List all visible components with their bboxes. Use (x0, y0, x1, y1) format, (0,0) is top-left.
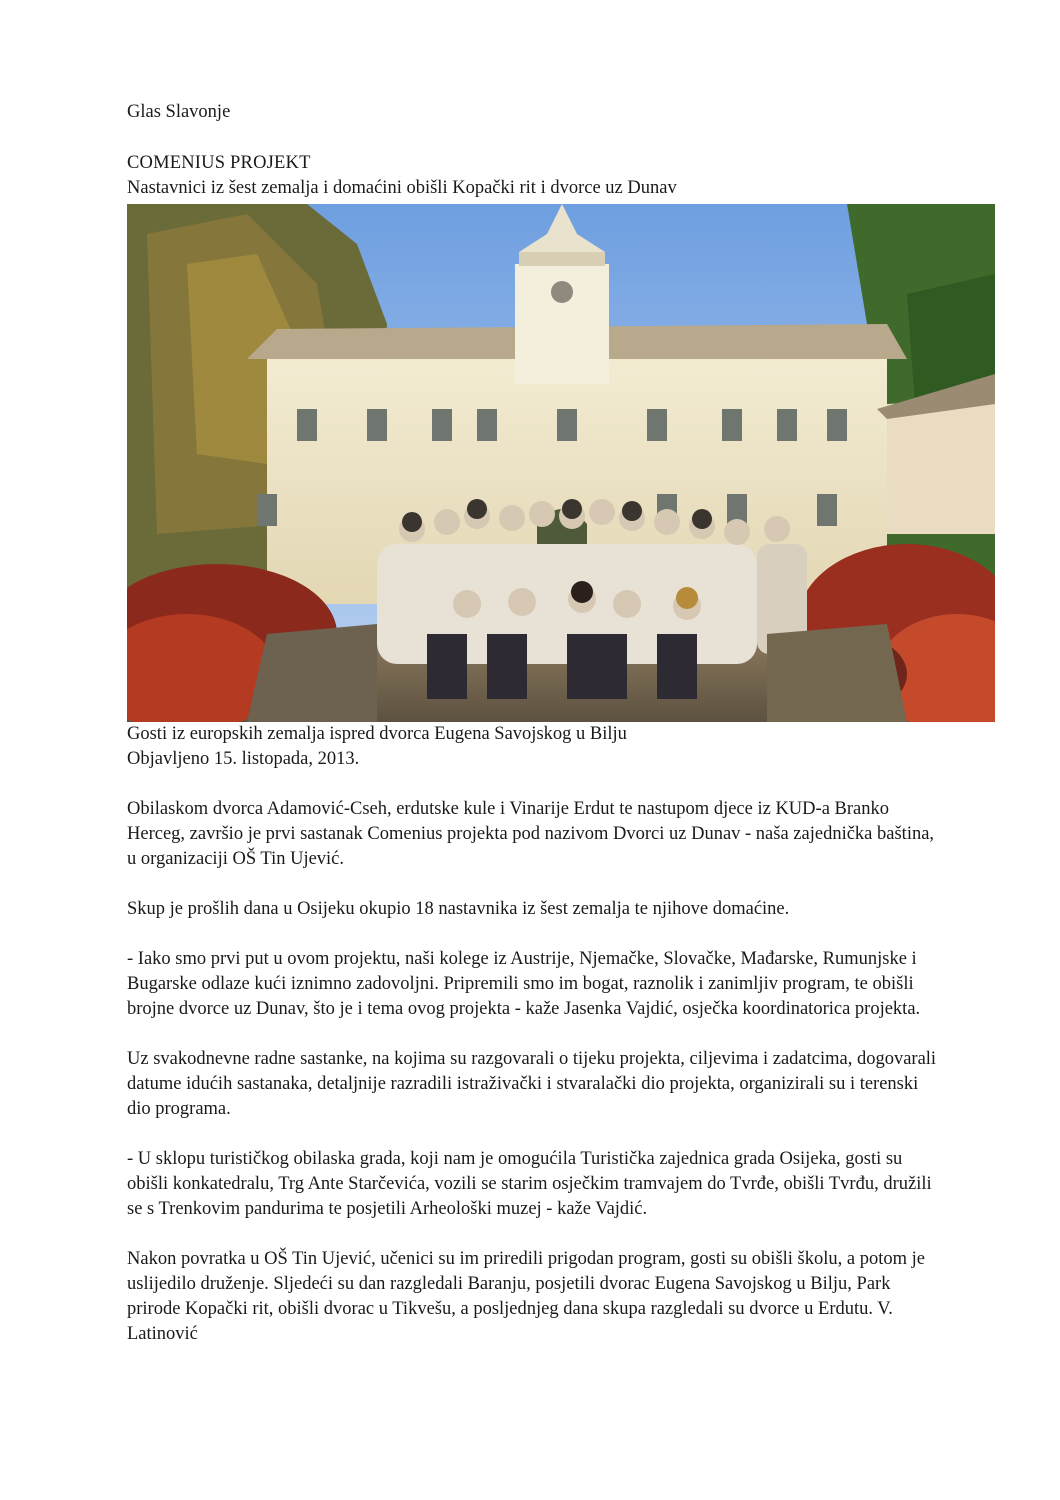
article-photo (127, 204, 995, 722)
article-paragraph: Skup je prošlih dana u Osijeku okupio 18 nastavnika iz šest zemalja te njihove domaćine. (127, 899, 790, 919)
article-paragraph: Nakon povratka u OŠ Tin Ujević, učenici su im priredili prigodan program, gosti su obišli školu, a potom je uslijedilo druženje. Sljedeći su dan razgledali Baranju, posjetili dvorac Eugena Savojskog u Bilju, Park prirode Kopački rit, obišli dvorac u Tikvešu, a posljednjeg dana skupa razgledali su dvorce u Erdutu. V. Latinović (127, 1249, 925, 1344)
newspaper-name: Glas Slavonje (127, 102, 231, 122)
article-paragraph: - Iako smo prvi put u ovom projektu, naši kolege iz Austrije, Njemačke, Slovačke, Mađarske, Rumunjske i Bugarske odlaze kući iznimno zadovoljni. Pripremili smo im bogat, raznolik i zanimljiv program, te obišli brojne dvorce uz Dunav, što je i tema ovog projekta - kaže Jasenka Vajdić, osječka koordinatorica projekta. (127, 949, 921, 1019)
article (127, 100, 937, 1372)
article-paragraph: Uz svakodnevne radne sastanke, na kojima su razgovarali o tijeku projekta, ciljevima i zadatcima, dogovarali datume idućih sastanaka, detaljnije razradili istraživački i stvaralački dio projekta, organizirali su i terenski dio programa. (127, 1049, 937, 1119)
article-headline: Nastavnici iz šest zemalja i domaćini obišli Kopački rit i dvorce uz Dunav (127, 178, 677, 198)
article-kicker: COMENIUS PROJEKT (127, 153, 311, 173)
photo-caption: Gosti iz europskih zemalja ispred dvorca Eugena Savojskog u Bilju (127, 724, 627, 744)
publication-date: Objavljeno 15. listopada, 2013. (127, 749, 360, 769)
article-paragraph: - U sklopu turističkog obilaska grada, koji nam je omogućila Turistička zajednica grada Osijeka, gosti su obišli konkatedralu, Trg Ante Starčevića, vozili se starim osječkim tramvajem do Tvrđe, obišli Tvrđu, družili se s Trenkovim pandurima te posjetili Arheološki muzej - kaže Vajdić. (127, 1149, 932, 1219)
article-paragraph: Obilaskom dvorca Adamović-Cseh, erdutske kule i Vinarije Erdut te nastupom djece iz KUD-a Branko Herceg, završio je prvi sastanak Comenius projekta pod nazivom Dvorci uz Dunav - naša zajednička baština, u organizaciji OŠ Tin Ujević. (127, 799, 935, 869)
